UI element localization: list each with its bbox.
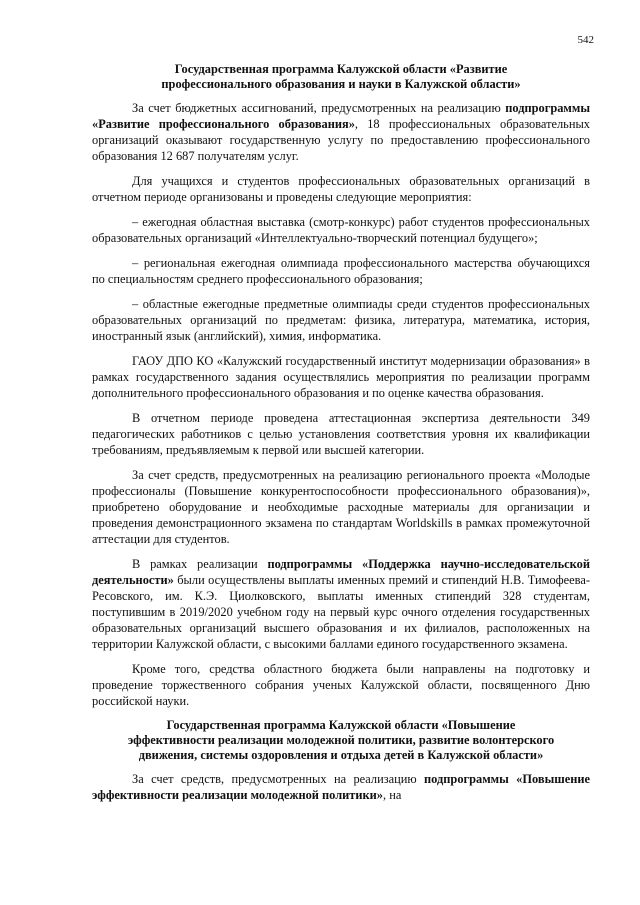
paragraph-budget-allocations [92, 100, 590, 164]
paragraph-youth-subprogram [92, 771, 590, 803]
paragraph-science-day: Кроме того, средства областного бюджета были направлены на подготовку и проведение торжественного собрания ученых Калужской области, посвященного Дню российской науки. [92, 662, 590, 708]
heading-line: движения, системы оздоровления и отдыха детей в Калужской области» [138, 748, 544, 762]
heading-line: Государственная программа Калужской области «Повышение [166, 718, 516, 732]
subprogram-name: подпрограммы «Поддержка научно-исследовательской деятельности» [92, 557, 590, 587]
list-item: – областные ежегодные предметные олимпиады среди студентов профессиональных образовательных организаций по предметам: физика, литература, математика, история, иностранный язык (английский), химия, информатика. [92, 297, 590, 343]
text-run: , 18 профессиональных образовательных организаций оказывают государственную услугу по предоставлению профессионального образования 12 687 получателям услуг. [92, 117, 590, 163]
heading-line: эффективности реализации молодежной политики, развитие волонтерского [127, 733, 555, 747]
page-number: 542 [577, 34, 594, 46]
text-run: , на [383, 788, 402, 802]
list-item: – региональная ежегодная олимпиада профессионального мастерства обучающихся по специальностям среднего профессионального образования; [92, 256, 590, 286]
paragraph-institute: ГАОУ ДПО КО «Калужский государственный институт модернизации образования» в рамках государственного задания осуществлялись мероприятия по реализации программ дополнительного профессионального образования и по оценке качества образования. [92, 354, 590, 400]
list-item: – ежегодная областная выставка (смотр-конкурс) работ студентов профессиональных образовательных организаций «Интеллектуально-творческий потенциал будущего»; [92, 215, 590, 245]
text-run: были осуществлены выплаты именных премий и стипендий Н.В. Тимофеева-Ресовского, им. К.Э. Циолковского, выплаты именных стипендий 328 студентам, поступившим в 2019/2020 учебном году на первый курс очного отделения государственных образовательных организаций высшего образования и их филиалов, расположенных на территории Калужской области, с высокими баллами единого государственного экзамена. [92, 573, 590, 651]
subprogram-name: подпрограммы «Развитие профессионального образования» [92, 101, 590, 131]
text-run: За счет средств, предусмотренных на реализацию [132, 772, 425, 786]
heading-line: Государственная программа Калужской области «Развитие [174, 62, 508, 76]
paragraph-research-subprogram [92, 556, 590, 652]
section-heading-education [92, 62, 590, 92]
paragraph-events-intro: Для учащихся и студентов профессиональных образовательных организаций в отчетном периоде организованы и проведены следующие мероприятия: [92, 174, 590, 204]
paragraph-regional-project: За счет средств, предусмотренных на реализацию регионального проекта «Молодые профессионалы (Повышение конкурентоспособности профессионального образования)», приобретено оборудование и необходимые расходные материалы для организации и проведения демонстрационного экзамена по стандартам Worldskills в рамках промежуточной аттестации для студентов. [92, 468, 590, 546]
text-run: За счет бюджетных ассигнований, предусмотренных на реализацию [132, 101, 506, 115]
subprogram-name: подпрограммы «Повышение эффективности реализации молодежной политики» [92, 772, 590, 802]
heading-line: профессионального образования и науки в Калужской области» [161, 77, 521, 91]
paragraph-attestation: В отчетном периоде проведена аттестационная экспертиза деятельности 349 педагогических работников с целью установления соответствия уровня их квалификации требованиям, предъявляемым к первой или высшей категории. [92, 411, 590, 457]
text-run: В рамках реализации [132, 557, 268, 571]
section-heading-youth-policy [92, 718, 590, 763]
document-body [92, 62, 590, 803]
